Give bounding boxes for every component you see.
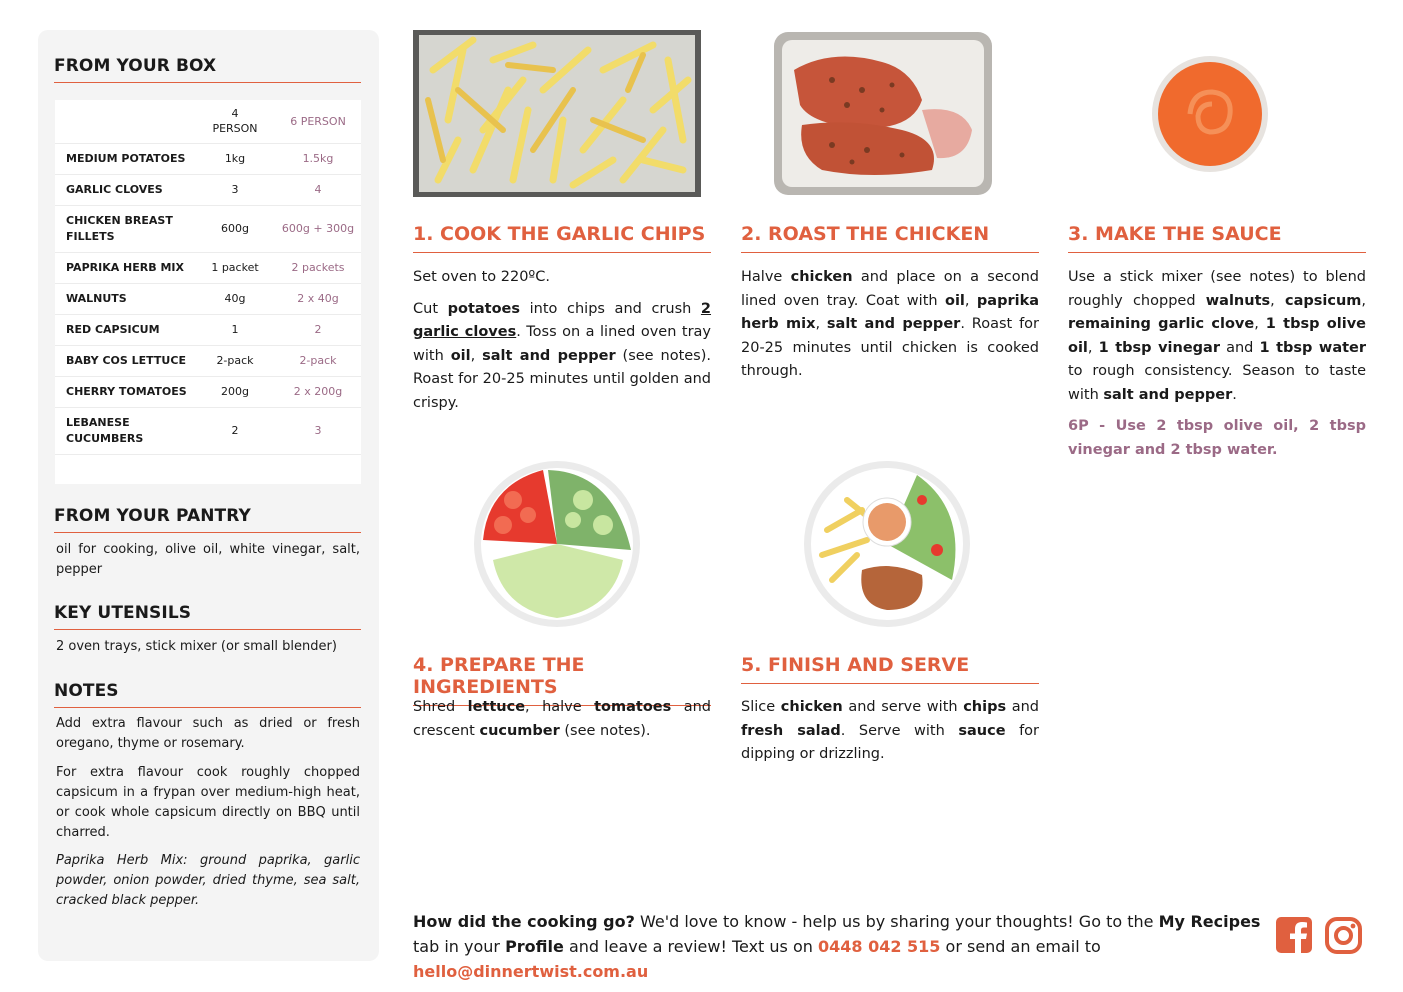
header-4-person: 4 PERSON (195, 100, 275, 143)
footer-text: tab in your (413, 937, 506, 956)
table-spacer (55, 454, 361, 484)
qty-4p: 1 (195, 314, 275, 345)
item-name: WALNUTS (55, 283, 195, 314)
feedback-question: How did the cooking go? (413, 912, 635, 931)
instagram-icon[interactable] (1325, 917, 1363, 955)
table-row (55, 143, 361, 174)
step-2-text: Halve chicken and place on a second lined oven tray. Coat with oil, paprika herb mix, salt and pepper. Roast for 20-25 minutes until chicken is cooked through. (741, 269, 1040, 379)
qty-4p: 1kg (195, 143, 275, 174)
item-name: CHICKEN BREAST FILLETS (55, 205, 195, 252)
profile-label: Profile (505, 937, 564, 956)
table-row (55, 205, 361, 252)
item-name: RED CAPSICUM (55, 314, 195, 345)
table-header-row (55, 100, 361, 143)
utensils-heading: KEY UTENSILS (54, 603, 361, 630)
step-4-title: 4. PREPARE THE INGREDIENTS (413, 654, 711, 706)
qty-4p: 2 (195, 407, 275, 454)
qty-6p: 600g + 300g (275, 205, 361, 252)
finished-dish-image (802, 460, 972, 628)
qty-4p: 1 packet (195, 252, 275, 283)
step-1-body (413, 266, 711, 423)
step-3-six-person-note: 6P - Use 2 tbsp olive oil, 2 tbsp vinegar and 2 tbsp water. (1068, 418, 1366, 458)
table-row (55, 407, 361, 454)
qty-6p: 2 x 200g (275, 376, 361, 407)
step-5-text: Slice chicken and serve with chips and fresh salad. Serve with sauce for dipping or drizzling. (741, 699, 1040, 762)
item-name: BABY COS LETTUCE (55, 345, 195, 376)
item-name: LEBANESE CUCUMBERS (55, 407, 195, 454)
my-recipes-tab-label: My Recipes (1158, 912, 1261, 931)
step-3-title: 3. MAKE THE SAUCE (1068, 223, 1366, 253)
qty-4p: 200g (195, 376, 275, 407)
step-4-body (413, 696, 711, 751)
step-5-title: 5. FINISH AND SERVE (741, 654, 1039, 684)
pantry-heading: FROM YOUR PANTRY (54, 506, 361, 533)
table-row (55, 283, 361, 314)
pantry-text: oil for cooking, olive oil, white vinegar, salt, pepper (56, 542, 360, 577)
qty-6p: 2 (275, 314, 361, 345)
qty-6p: 4 (275, 174, 361, 205)
qty-4p: 600g (195, 205, 275, 252)
sidebar (38, 30, 379, 961)
item-name: CHERRY TOMATOES (55, 376, 195, 407)
salad-plate-image (473, 460, 641, 628)
footer-text: and leave a review! Text us on (563, 937, 818, 956)
facebook-icon[interactable] (1276, 917, 1314, 955)
chips-tray-image (413, 30, 701, 197)
qty-6p: 2-pack (275, 345, 361, 376)
footer-text: or send an email to (940, 937, 1101, 956)
qty-6p: 3 (275, 407, 361, 454)
step-1-title: 1. COOK THE GARLIC CHIPS (413, 223, 711, 253)
qty-4p: 3 (195, 174, 275, 205)
note-herb-mix: Paprika Herb Mix: ground paprika, garlic powder, onion powder, dried thyme, sea salt, cracked black pepper. (56, 853, 360, 908)
utensils-text: 2 oven trays, stick mixer (or small blender) (56, 639, 337, 654)
step-3-body (1068, 266, 1366, 470)
table-row (55, 252, 361, 283)
notes-heading: NOTES (54, 681, 361, 708)
table-row (55, 376, 361, 407)
table-row (55, 345, 361, 376)
note-capsicum: For extra flavour cook roughly chopped capsicum in a frypan over medium-high heat, or cook whole capsicum directly on BBQ until charred. (56, 765, 360, 840)
phone-link[interactable]: 0448 042 515 (817, 937, 941, 956)
item-name: MEDIUM POTATOES (55, 143, 195, 174)
step-2-body (741, 266, 1039, 392)
qty-6p: 1.5kg (275, 143, 361, 174)
qty-6p: 2 x 40g (275, 283, 361, 314)
qty-4p: 2-pack (195, 345, 275, 376)
qty-4p: 40g (195, 283, 275, 314)
note-herbs: Add extra flavour such as dried or fresh oregano, thyme or rosemary. (56, 716, 360, 751)
header-6-person: 6 PERSON (275, 100, 361, 143)
step-4-text: Shred lettuce, halve tomatoes and crescent cucumber (see notes). (413, 699, 711, 739)
from-your-box-heading: FROM YOUR BOX (54, 56, 361, 83)
ingredients-table (55, 100, 361, 484)
roast-chicken-image (772, 30, 994, 197)
step-3-text: Use a stick mixer (see notes) to blend roughly chopped walnuts, capsicum, remaining garlic clove, 1 tbsp olive oil, 1 tbsp vinegar and 1 tbsp water to rough consistency. Season to taste with salt and pepper. (1068, 269, 1367, 403)
qty-6p: 2 packets (275, 252, 361, 283)
step-5-body (741, 696, 1039, 775)
feedback-footer (413, 909, 1263, 984)
step-1-text: Cut potatoes into chips and crush 2 garlic cloves. Toss on a lined oven tray with oil, salt and pepper (see notes). Roast for 20-25 minutes until golden and crispy. (413, 300, 712, 411)
sauce-bowl-image (1150, 54, 1270, 174)
table-row (55, 174, 361, 205)
item-name: GARLIC CLOVES (55, 174, 195, 205)
email-link[interactable]: hello@dinnertwist.com.au (413, 962, 649, 981)
table-row (55, 314, 361, 345)
item-name: PAPRIKA HERB MIX (55, 252, 195, 283)
step-1-oven-text: Set oven to 220ºC. (413, 269, 550, 285)
step-2-title: 2. ROAST THE CHICKEN (741, 223, 1039, 253)
footer-text: We'd love to know - help us by sharing your thoughts! Go to the (634, 912, 1159, 931)
